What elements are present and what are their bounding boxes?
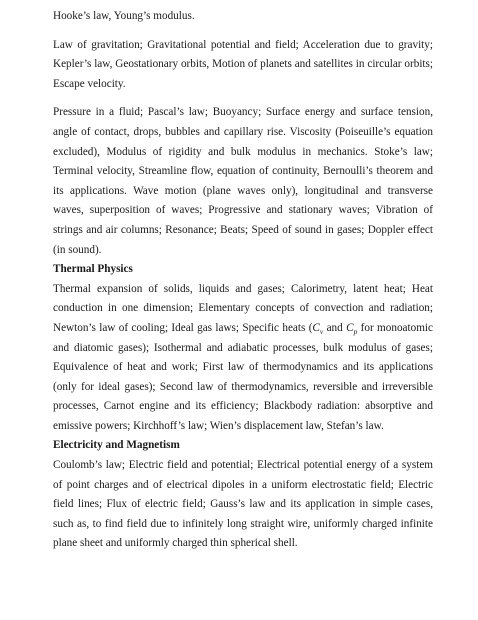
- cp-letter: C: [346, 321, 354, 334]
- paragraph-thermal-physics: [53, 280, 433, 437]
- cp-subscript: p: [353, 327, 358, 337]
- cv-letter: C: [312, 321, 320, 334]
- paragraph-elasticity: Hooke’s law, Young’s modulus.: [53, 10, 195, 22]
- document-page: [53, 7, 433, 554]
- cp-symbol: [346, 321, 358, 337]
- cv-symbol: [312, 321, 324, 337]
- paragraph-gravitation: Law of gravitation; Gravitational potential and field; Acceleration due to gravity; Kepler’s law, Geostationary orbits, Motion of planets and satellites in circular orbits; Escape velocity.: [53, 38, 433, 90]
- thermal-text-part-1: Thermal expansion of solids, liquids and gases; Calorimetry, latent heat; Heat conduction in one dimension; Elementary concepts of convection and radiation; Newton’s law of cooling; Ideal gas laws; Specific heats (: [53, 282, 433, 334]
- thermal-text-part-2: for monoatomic and diatomic gases); Isothermal and adiabatic processes, bulk modulus of gases; Equivalence of heat and work; First law of thermodynamics and its applications (only for ideal gases); Second law of thermodynamics, reversible and irreversible processes, Carnot engine and its efficiency; Blackbody radiation: absorptive and emissive powers; Kirchhoff’s law; Wien’s displacement law, Stefan’s law.: [53, 321, 433, 432]
- heading-thermal-physics: Thermal Physics: [53, 263, 133, 276]
- paragraph-fluids-waves: Pressure in a fluid; Pascal’s law; Buoyancy; Surface energy and surface tension, angle of contact, drops, bubbles and capillary rise. Viscosity (Poiseuille’s equation excluded), Modulus of rigidity and bulk modulus in mechanics. Stoke’s law; Terminal velocity, Streamline flow, equation of continuity, Bernoulli’s theorem and its applications. Wave motion (plane waves only), longitudinal and transverse waves, superposition of waves; Progressive and stationary waves; Vibration of strings and air columns; Resonance; Beats; Speed of sound in gases; Doppler effect (in sound).: [53, 106, 433, 256]
- and-word: and: [323, 321, 347, 334]
- heading-electricity-magnetism: Electricity and Magnetism: [53, 439, 180, 452]
- cv-subscript: v: [319, 327, 324, 337]
- paragraph-electricity-magnetism: Coulomb’s law; Electric field and potential; Electrical potential energy of a system of point charges and of electrical dipoles in a uniform electrostatic field; Electric field lines; Flux of electric field; Gauss’s law and its application in simple cases, such as, to find field due to infinitely long straight wire, uniformly charged infinite plane sheet and uniformly charged thin spherical shell.: [53, 459, 433, 550]
